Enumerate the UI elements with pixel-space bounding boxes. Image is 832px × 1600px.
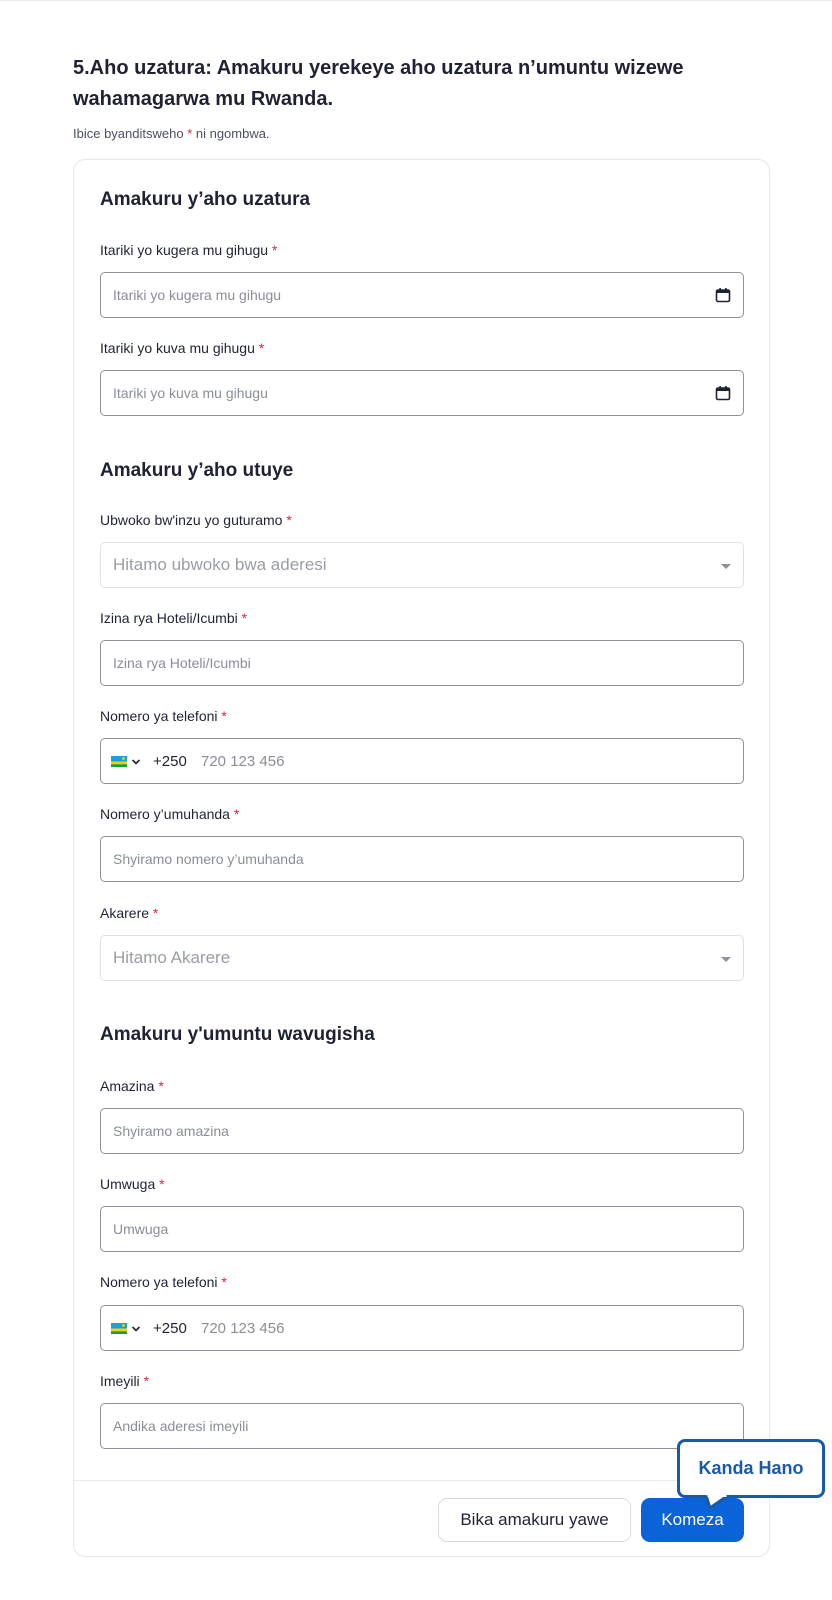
country-code: +250 <box>153 753 187 770</box>
residence-section-title: Amakuru y’aho utuye <box>100 460 294 481</box>
residence-phone-label <box>100 708 227 724</box>
required-star: * <box>286 512 292 528</box>
hotel-name-input[interactable] <box>100 640 744 686</box>
required-star: * <box>271 242 278 258</box>
contact-phone-label <box>100 1274 227 1290</box>
rwanda-flag-icon[interactable] <box>111 756 127 767</box>
callout-text: Kanda Hano <box>698 1458 804 1478</box>
required-star: * <box>158 1078 164 1094</box>
required-star: * <box>221 708 227 724</box>
required-note <box>73 126 270 141</box>
required-star: * <box>143 1373 150 1389</box>
contact-section-title: Amakuru y'umuntu wavugisha <box>100 1024 375 1045</box>
occupation-label <box>100 1176 165 1192</box>
required-star: * <box>233 806 240 822</box>
rwanda-flag-icon[interactable] <box>111 1323 127 1334</box>
email-label <box>100 1373 149 1389</box>
top-divider <box>0 0 832 1</box>
departure-date-input[interactable] <box>100 370 744 416</box>
calendar-icon[interactable] <box>715 287 731 303</box>
residence-phone-input[interactable] <box>100 738 744 784</box>
street-number-placeholder: Shyiramo nomero y’umuhanda <box>113 851 304 867</box>
email-label-text: Imeyili <box>100 1373 140 1389</box>
required-star: * <box>187 126 193 141</box>
street-number-label-text: Nomero y’umuhanda <box>100 806 230 822</box>
district-label-text: Akarere <box>100 905 150 921</box>
residence-type-label-text: Ubwoko bw'inzu yo guturamo <box>100 512 283 528</box>
occupation-label-text: Umwuga <box>100 1176 156 1192</box>
required-star: * <box>152 905 159 921</box>
save-draft-button[interactable]: Bika amakuru yawe <box>438 1498 631 1542</box>
arrival-date-label-text: Itariki yo kugera mu gihugu <box>100 242 269 258</box>
caret-down-icon <box>721 957 731 962</box>
departure-date-label <box>100 340 264 356</box>
calendar-icon[interactable] <box>715 385 731 401</box>
required-note-prefix: Ibice byanditsweho <box>73 126 188 141</box>
contact-names-input[interactable] <box>100 1108 744 1154</box>
residence-type-placeholder: Hitamo ubwoko bwa aderesi <box>113 555 327 574</box>
contact-phone-input[interactable] <box>100 1305 744 1351</box>
callout-pointer <box>706 1495 728 1509</box>
contact-names-label <box>100 1078 164 1094</box>
email-input[interactable] <box>100 1403 744 1449</box>
street-number-input[interactable] <box>100 836 744 882</box>
page-title: 5.Aho uzatura: Amakuru yerekeye aho uzatura n’umuntu wizewe wahamagarwa mu Rwanda. <box>73 57 684 110</box>
residence-type-label <box>100 512 292 528</box>
district-select[interactable] <box>100 935 744 981</box>
chevron-down-icon[interactable] <box>131 1324 141 1334</box>
residence-phone-label-text: Nomero ya telefoni <box>100 708 218 724</box>
arrival-date-input[interactable] <box>100 272 744 318</box>
caret-down-icon <box>721 564 731 569</box>
chevron-down-icon[interactable] <box>131 757 141 767</box>
country-code: +250 <box>153 1320 187 1337</box>
district-placeholder: Hitamo Akarere <box>113 948 231 967</box>
residence-type-select[interactable] <box>100 542 744 588</box>
contact-phone-placeholder: 720 123 456 <box>201 1320 285 1337</box>
contact-phone-label-text: Nomero ya telefoni <box>100 1274 218 1290</box>
district-label <box>100 905 158 921</box>
contact-names-label-text: Amazina <box>100 1078 155 1094</box>
street-number-label <box>100 806 239 822</box>
hotel-name-label-text: Izina rya Hoteli/Icumbi <box>100 610 238 626</box>
email-placeholder: Andika aderesi imeyili <box>113 1418 249 1434</box>
required-star: * <box>258 340 265 356</box>
stay-section-title: Amakuru y’aho uzatura <box>100 189 311 210</box>
departure-date-placeholder: Itariki yo kuva mu gihugu <box>113 385 268 401</box>
occupation-input[interactable] <box>100 1206 744 1252</box>
click-here-callout <box>677 1439 825 1498</box>
residence-phone-placeholder: 720 123 456 <box>201 753 285 770</box>
required-star: * <box>159 1176 165 1192</box>
departure-date-label-text: Itariki yo kuva mu gihugu <box>100 340 255 356</box>
footer-divider <box>74 1480 769 1481</box>
continue-button[interactable]: Komeza <box>641 1498 744 1542</box>
occupation-placeholder: Umwuga <box>113 1221 169 1237</box>
hotel-name-placeholder: Izina rya Hoteli/Icumbi <box>113 655 251 671</box>
required-star: * <box>241 610 248 626</box>
required-star: * <box>221 1274 227 1290</box>
required-note-suffix: ni ngombwa. <box>192 126 270 141</box>
hotel-name-label <box>100 610 247 626</box>
arrival-date-label <box>100 242 277 258</box>
arrival-date-placeholder: Itariki yo kugera mu gihugu <box>113 287 282 303</box>
contact-names-placeholder: Shyiramo amazina <box>113 1123 229 1139</box>
